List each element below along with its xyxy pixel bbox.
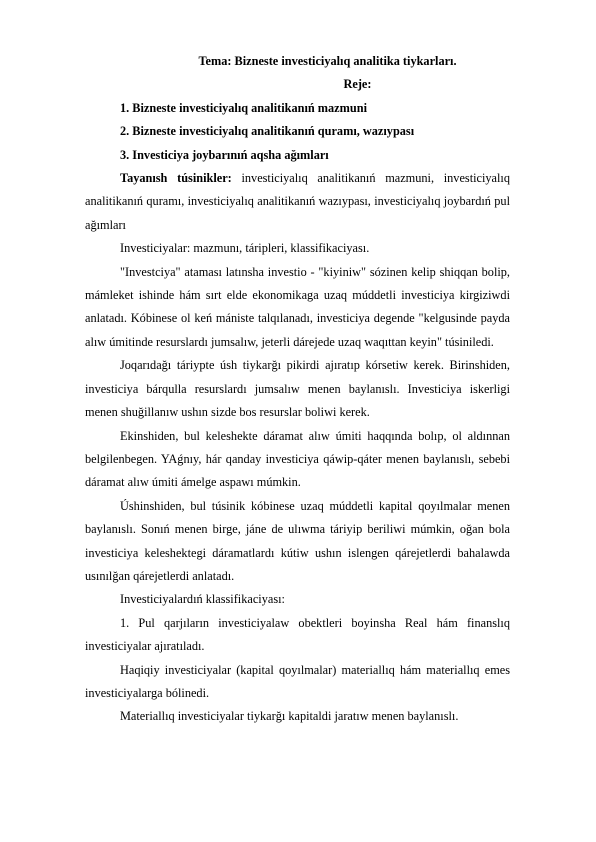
body-paragraph: Úshinshiden, bul túsinik kóbinese uzaq múddetli kapital qoyılmalar menen baylanıslı. Sonıń menen birge, jáne de ulıwma táriyip beriliwi múmkin, oğan bola investiciya keleshektegi dáramatlardı kútiw ushın islengen qárejetlerdi bahalawda usınılğan qárejetlerdi anlatadı. [85, 498, 510, 583]
key-terms-paragraph [85, 167, 510, 237]
body-paragraph: Haqiqiy investiciyalar (kapital qoyılmalar) materiallıq hám materiallıq emes investiciyalarga bólinedi. [85, 662, 510, 700]
plan-item-3: 3. Investiciya joybarınıń aqsha ağımları [120, 147, 329, 162]
body-paragraph: 1. Pul qarjıların investiciyalaw obektleri boyinsha Real hám finanslıq investiciyalar ajıratıladı. [85, 615, 510, 654]
plan-heading: Reje: [343, 77, 372, 92]
body-paragraph: Investiciyalar: mazmunı, táripleri, klassifikaciyası. [120, 241, 370, 256]
key-terms-label: Tayanısh túsinikler: [120, 171, 232, 186]
key-terms-text: investiciyalıq analitikanıń mazmuni, investiciyalıq analitikanıń quramı, investiciyalıq analitikanıń wazıypası, investiciyalıq joybardıń pul ağımları [85, 171, 510, 232]
document-title: Tema: Bizneste investiciyalıq analitika tiykarları. [198, 54, 457, 68]
body-paragraph: Investiciyalardıń klassifikaciyası: [120, 592, 285, 607]
body-paragraph: "Investciya" ataması latınsha investio - "kiyiniw" sózinen kelip shiqqan bolip, mámleket ishinde hám sırt elde ekonomikaga uzaq múddetli investiciya kirgiziwdi anlatadı. Kóbinese ol keń mániste talqılanadı, investiciya degende "kelgusinde payda alıw úmitinde resurslardı jumsalıw, jeterli dárejede uzaq waqıttan keyin" túsiniledi. [85, 264, 510, 349]
document-page [85, 50, 510, 729]
plan-item-1: 1. Bizneste investiciyalıq analitikanıń mazmuni [120, 100, 367, 115]
plan-item-2: 2. Bizneste investiciyalıq analitikanıń quramı, wazıypası [120, 124, 415, 139]
body-paragraph: Ekinshiden, bul keleshekte dáramat alıw úmiti haqqında bolıp, ol aldınnan belgilenbegen. YAǵnıy, hár qanday investiciya qáwip-qáter menen baylanıslı, sebebi dáramat alıw úmiti ámelge aspawı múmkin. [85, 428, 510, 490]
body-paragraph: Materiallıq investiciyalar tiykarğı kapitaldi jaratıw menen baylanıslı. [120, 709, 459, 724]
body-paragraph: Joqarıdağı táriypte úsh tiykarğı pikirdi ajıratıp kórsetiw kerek. Birinshiden, investiciya bárqulla resurslardı jumsalıw menen baylanıslı. Investiciya iskerligi menen shuğillanıw ushın sizde bos resurslar boliwi kerek. [85, 358, 510, 420]
